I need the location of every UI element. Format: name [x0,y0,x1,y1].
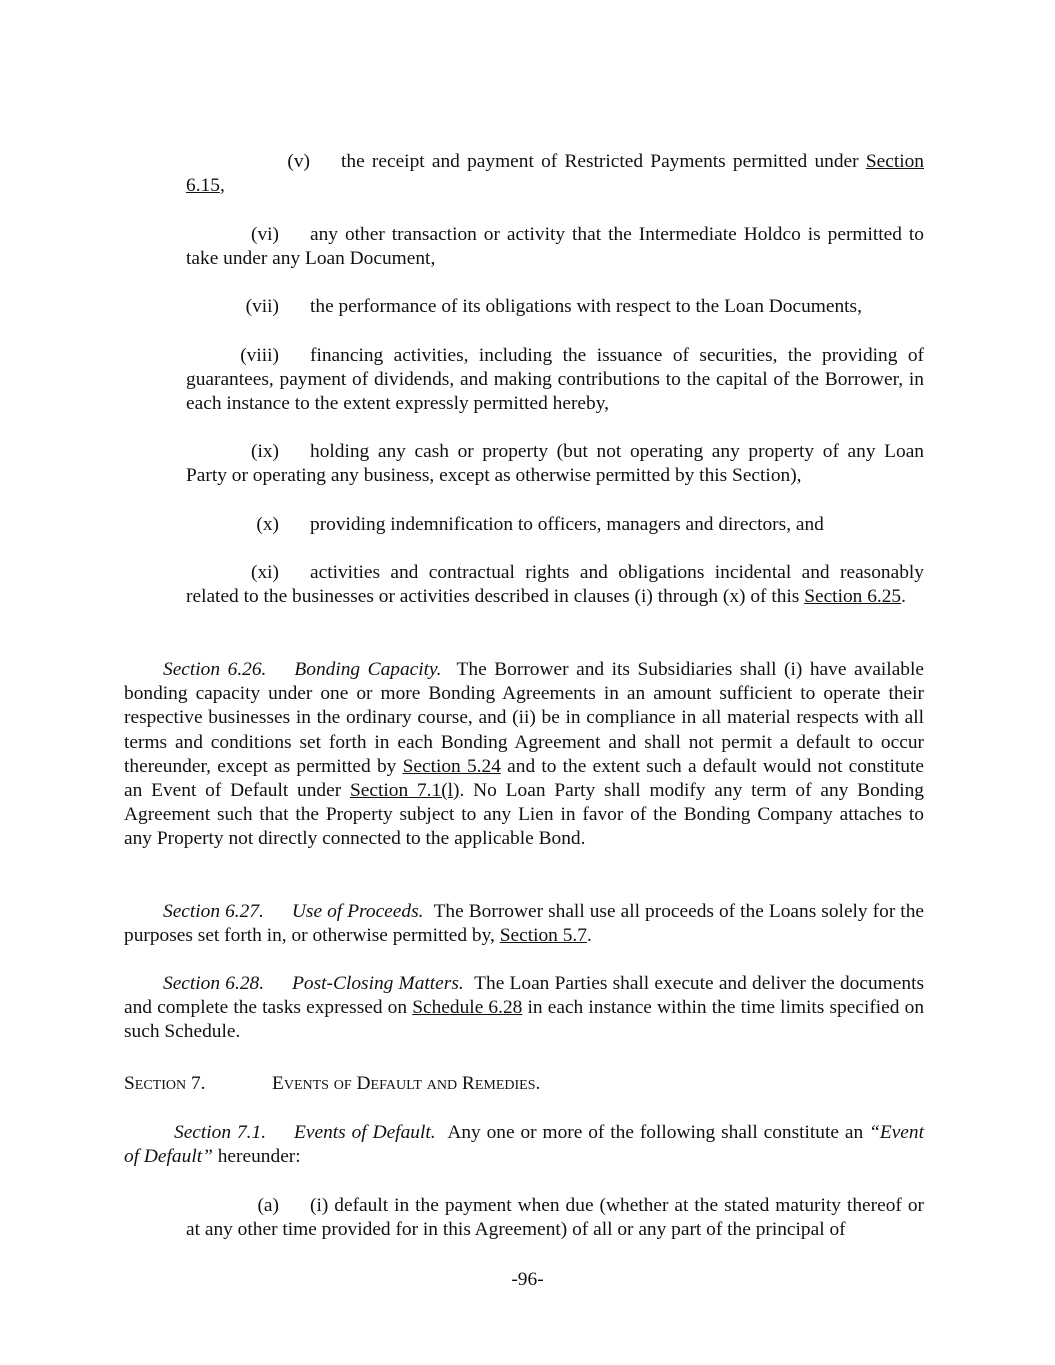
section-7-1: Section 7.1. Events of Default. Any one or more of the following shall constitute an “Event of Default” hereunder: [124,1122,924,1168]
section-title: Events of Default. [294,1122,436,1143]
section-number: Section 7.1. [174,1122,267,1143]
clause-label: (vi) [251,224,279,245]
section-number: Section 6.28. [163,973,265,994]
clause-xi: (xi) activities and contractual rights and obligations incidental and reasonably related to the businesses or activities described in clauses (i) through (x) of this Section 6.25. [186,562,924,608]
clause-label: (a) [257,1195,279,1216]
page-number: -96- [511,1269,544,1290]
clause-viii: (viii) financing activities, including the issuance of securities, the providing of guarantees, payment of dividends, and making contributions to the capital of the Borrower, in each instance to the extent expressly permitted hereby, [186,345,924,415]
section-7-1-l-link[interactable]: Section 7.1(l) [350,780,460,802]
clause-x: (x) providing indemnification to officers, managers and directors, and [186,513,924,537]
defined-term: “Event of Default” [124,1122,924,1168]
clause-label: (ix) [251,441,279,462]
clause-a: (a) (i) default in the payment when due (whether at the stated maturity thereof or at any other time provided for in this Agreement) of all or any part of the principal of [186,1195,924,1241]
section-6-28: Section 6.28. Post-Closing Matters. The Loan Parties shall execute and deliver the documents and complete the tasks expressed on Schedule 6.28 in each instance within the time limits specified on such Schedule. [124,973,925,1043]
clause-vi: (vi) any other transaction or activity that the Intermediate Holdco is permitted to take under any Loan Document, [186,224,924,270]
section-6-26: Section 6.26. Bonding Capacity. The Borrower and its Subsidiaries shall (i) have available bonding capacity under one or more Bonding Agreements in an amount sufficient to operate their respective businesses in the ordinary course, and (ii) be in compliance in all material respects with all terms and conditions set forth in each Bonding Agreement and shall not permit a default to occur thereunder, except as permitted by Section 5.24 and to the extent such a default would not constitute an Event of Default under Section 7.1(l). No Loan Party shall modify any term of any Bonding Agreement such that the Property subject to any Lien in favor of the Bonding Company attaches to any Property not directly connected to the applicable Bond. [124,659,924,850]
section-number: Section 6.26. [163,659,267,680]
clause-label: (v) [287,151,310,172]
clause-label: (xi) [251,562,279,583]
clause-label: (vii) [245,296,279,317]
clause-vii: (vii) the performance of its obligations with respect to the Loan Documents, [186,295,924,319]
section-title: Events of Default and Remedies. [272,1073,541,1094]
clause-v: (v) the receipt and payment of Restricted Payments permitted under Section 6.15, [186,151,924,197]
section-number: Section 6.27. [163,901,264,922]
clause-label: (x) [256,514,279,535]
section-number: Section 7. [124,1073,206,1094]
section-title: Post-Closing Matters. [292,973,464,994]
section-7-heading [124,1072,924,1096]
schedule-6-28-link[interactable]: Schedule 6.28 [412,997,523,1019]
section-6-27: Section 6.27. Use of Proceeds. The Borrower shall use all proceeds of the Loans solely for the purposes set forth in, or otherwise permitted by, Section 5.7. [124,901,924,947]
section-5-24-link[interactable]: Section 5.24 [402,755,501,777]
clause-ix: (ix) holding any cash or property (but not operating any property of any Loan Party or operating any business, except as otherwise permitted by this Section), [186,441,924,487]
section-6-25-link[interactable]: Section 6.25 [804,586,902,608]
section-5-7-link[interactable]: Section 5.7 [499,925,587,947]
section-title: Use of Proceeds. [291,901,424,922]
section-6-15-link[interactable]: Section 6.15 [186,151,924,197]
section-title: Bonding Capacity. [294,659,442,680]
clause-label: (viii) [240,345,279,366]
